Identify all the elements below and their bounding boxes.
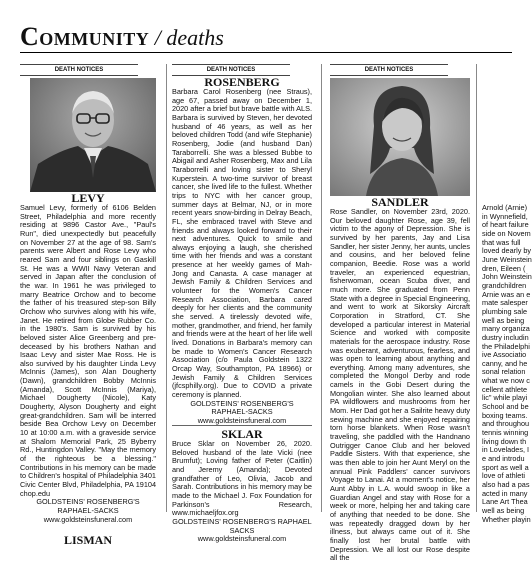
obituary-line: of heart failure (482, 220, 529, 230)
column-header-3: DEATH NOTICES (330, 64, 448, 76)
obituary-line: in Wynnefield, (482, 211, 528, 221)
obituary-line: canny, and he (482, 358, 528, 368)
obituary-line: dustry includin (482, 332, 529, 342)
funeral-home: GOLDSTEINS' ROSENBERG'S RAPHAEL-SACKS (36, 497, 140, 515)
obituary-line: what we now c (482, 376, 530, 386)
obituary-line: boxing teams. (482, 410, 528, 420)
obituary-line: side on Novem (482, 228, 531, 238)
funeral-home-website: www.goldsteinsfuneral.com (197, 534, 287, 544)
funeral-home-website: www.goldsteinsfuneral.com (43, 514, 133, 524)
obituary-line: living down th (482, 436, 527, 446)
obituary-line: dren, Eileen ( (482, 263, 526, 273)
obituary-line: Lane Art Thea (482, 497, 528, 507)
notice-divider (172, 425, 312, 426)
obituary-line: sonal relation (482, 367, 526, 377)
obituary-line: well as being (482, 505, 525, 515)
obituary-line: love of athleti (482, 471, 525, 481)
column-divider (166, 64, 167, 512)
obituary-sklar (172, 427, 312, 544)
obituary-line: lic" while playi (482, 393, 528, 403)
obituary-body: Rose Sandler, on November 23rd, 2020. Our beloved daughter Rose, age 39, fell victim to the agony of Depression. She is survived by her parents, Jay and Lisa Sandler, her sister Jenny, her aunts, uncles and cousins, and her beloved feline companion, Beedie. Rose was a world traveler, an experienced equestrian, fisherwoman, ocean Scuba diver, and much more. She graduated from Penn State with a degree in Special Engineering, and went to work at Sikorsky Aircraft Corporation in Stratford, CT. She developed a particular interest in Material Science and worked with composite materials for the aerospace industry. Rose was exuberant, adventurous, fearless, and was open to learning about anything and everything. Among many adventures, she completed the Mongol Derby and rode camels in the Gobi Desert during the Mongolian winter. She also learned about PA wildflowers and mushrooms from her Mom. Her Dad got her a Sailrite heavy duty sewing machine and she enjoyed repairing torn horse blankets. When Rose wasn't traveling, she paddled with the Handnano Outrigger Canoe Club and her beloved Paddle Sisters. With that experience, she was then able to join her Aunt Meryl on the annual Pink Paddlers' cancer survivors Voyage to Lanai. At a moment's notice, her Aunt Abby in L.A. would swoop in like a Guardian Angel and stay with Rose for a week or more, helping her and taking care of anything that needed to be done. She was repeatedly dragged down by her illness, but always came out of it. She finally lost her brutal battle with Depression. We all lost our Rose despite all the (330, 207, 470, 563)
obituary-line: Arnold (Arnie) (482, 203, 528, 212)
section-title-separator: / (149, 25, 167, 50)
obituary-line: John Weinstein (482, 272, 532, 282)
obituary-line: cellent athlete (482, 384, 528, 394)
column-header-1: DEATH NOTICES (20, 64, 138, 76)
obituary-line: and throughou (482, 419, 530, 429)
obituary-line: ive Associatio (482, 350, 527, 360)
section-header (20, 22, 512, 52)
obituary-line: the Philadelphi (482, 341, 530, 351)
column-header-2: DEATH NOTICES (172, 64, 290, 76)
obituary-body: Bruce Sklar on November 26, 2020. Beloved husband of the late Vicki (nee Brumfut); Loving father of Peter (Caitlin) and Jeremy (Amanda); Devoted grandfather of Leo, Olivia, Jacob and Sarah. Contributions in his memory may be made to the Michael J. Fox Foundation for Parkinson's Research, www.michaeljfox.org (172, 439, 312, 518)
obituary-name: SANDLER (371, 195, 429, 209)
obituary-line: grandchildren (482, 280, 527, 290)
portrait-photo-levy (30, 78, 156, 192)
obituary-name: LEVY (71, 191, 105, 205)
obituary-line: also had a pas (482, 480, 530, 489)
column-divider (321, 64, 322, 512)
obituary-line: sport as well a (482, 462, 529, 472)
funeral-home: GOLDSTEINS' ROSENBERG'S RAPHAEL-SACKS (190, 398, 294, 417)
obituary-partial-weinstein (482, 203, 532, 524)
obituary-line: School and be (482, 402, 529, 412)
header-rule (20, 52, 512, 53)
obituary-sandler (330, 195, 470, 563)
obituary-line: June Weinstein (482, 254, 532, 264)
obituary-line: loved dearly by (482, 246, 532, 256)
column-divider (476, 64, 477, 512)
obituary-line: Whether playin (482, 514, 531, 524)
obituary-line: in Lovelades, I (482, 445, 530, 455)
portrait-photo-sandler (330, 78, 470, 196)
obituary-line: that was full (482, 237, 521, 247)
obituary-levy (20, 191, 156, 548)
obituary-body: Samuel Levy, formerly of 6106 Belden Street, Philadelphia and more recently residing at 9896 Castor Ave., "Paul's Run", died unexpectedly but peacefully on November 27 at the age of 98. Sam's parents were Albert and Rose Levy who reared Sam and four siblings on Gaskill St. He was a WWII Navy Veteran and served in Japan after the conclusion of the war. In 1961 he was privileged to marry Beatrice Orchow and to become the father of his treasured step-son Billy Orchow who survives along with his wife, Janet. He retired from Globe Rubber Co. in the 1980's. Sam is survived by his beloved sister Alice Greenberg and pre-deceased by his brothers Nathan and Isaac Levy and sister Mae Ross. He is also survived by his daughter Linda Levy McInnis (James), son Alan Dougherty (Dawn), grandchildren Bobby McInnis (Amanda), Scott McInnis (Mariya), Michael Dougherty (Nicole), Katy Dougherty, Alyson Dougherty and eight great-grandchildren. Sam will be interred beside Bea Orchow Levy on December 10 at 10:00 a.m. with a graveside service at Shalom Memorial Park, 25 Byberry Rd., Huntingdon Valley. "May the memory of the righteous be a blessing." Contributions in his memory can be made to Children's hospital of Philadelphia 3401 Civic Center Blvd, Philadelphia, PA 19104 chop.edu (20, 203, 156, 498)
funeral-home-website: www.goldsteinsfuneral.com (197, 415, 287, 425)
obituary-body: Barbara Carol Rosenberg (nee Straus), age 67, passed away on December 1, 2020 after a brief but brave battle with ALS. Barbara is survived by Steven, her devoted husband of 46 years, as well as her beloved children Todd (and wife Stephanie) Rosenberg, Jodie (and husband Dan) Taraborrelli. She was a blessed Bubbe to Abigail and Asher Rosenberg, Max and Lila Taraborrelli and loving sister to Sheryl Kuperstein. A two-time survivor of breast cancer, she lived life to the fullest. Whether trips to NYC with her cancer group, summer days at Belmar, NJ, or in more recent years snow-birding in Delray Beach, FL, she embraced travel with Steve and friends and always looked forward to their next adventures. Quick to smile and always enjoying a laugh, she cherished time with her friends and was a constant presence at her weekly games of Mah-Jong and Canasta. A case manager at Jewish Family & Children Services and volunteer for the Women's Cancer Research Association, Barbara cared deeply for her clients and the community she served. A tirelessly devoted wife, mother, grandmother, and friend, her family and friends were at the heart of her life well lived. Donations in Barbara's memory can be made to Women's Cancer Research Association (c/o Paula Goldstein 1322 Orcap Way, Southampton, PA 18966) or Jewish Family & Children Services (jfcsphilly.org). Due to COVID a private ceremony is planned. (172, 87, 312, 399)
section-subtitle: deaths (166, 25, 224, 50)
obituary-rosenberg (172, 76, 312, 436)
obituary-line: acted in many (482, 488, 528, 498)
obituary-name: SKLAR (221, 427, 263, 441)
section-title: Community (20, 22, 150, 51)
obituary-line: mate salesper (482, 298, 528, 308)
obituary-line: e and introdu (482, 454, 525, 464)
obituary-line: Arnie was an e (482, 289, 531, 299)
obituary-line: tennis winning (482, 428, 529, 438)
obituary-line: well as being (482, 315, 525, 325)
funeral-home: GOLDSTEINS' ROSENBERG'S RAPHAEL SACKS (172, 516, 312, 535)
obituary-name: LISMAN (63, 533, 112, 548)
obituary-line: many organiza (482, 324, 530, 334)
obituary-name: ROSENBERG (204, 75, 280, 89)
obituary-line: plumbing sale (482, 306, 528, 316)
